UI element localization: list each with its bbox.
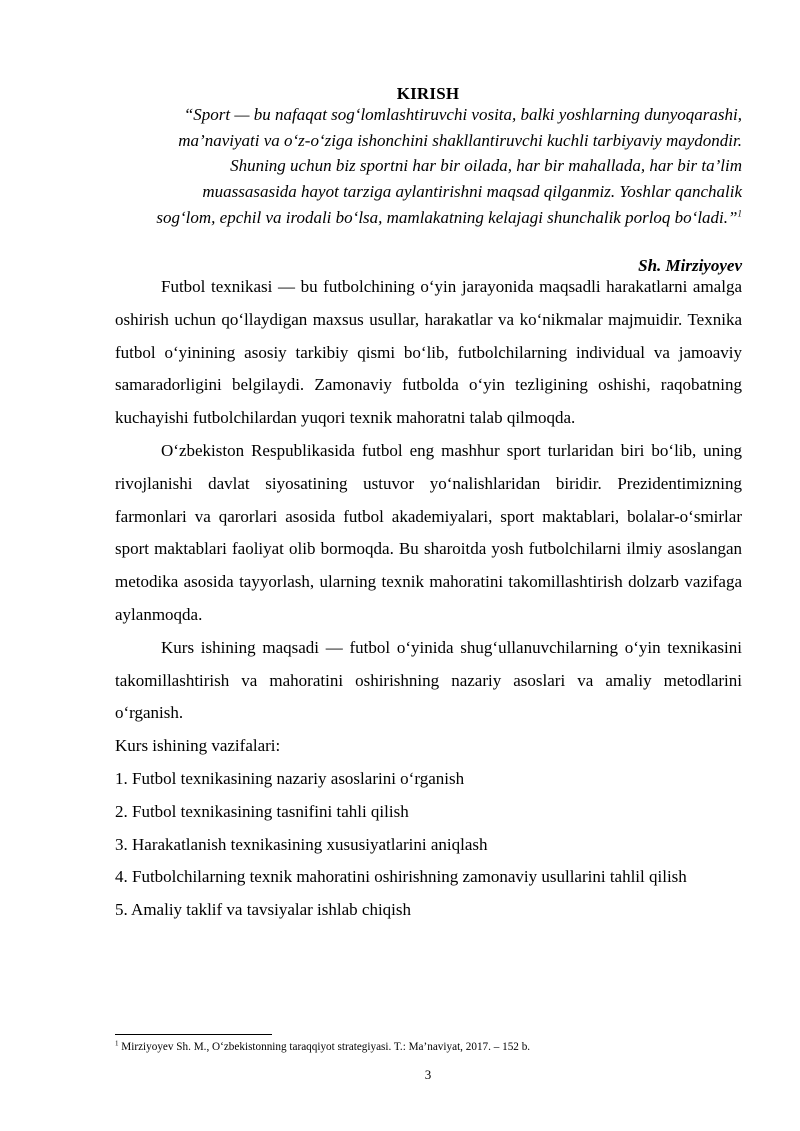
task-item: 3. Harakatlanish texnikasining xususiyatlarini aniqlash <box>115 834 488 854</box>
epigraph-footnote-mark: 1 <box>737 208 742 219</box>
paragraph: O‘zbekiston Respublikasida futbol eng mashhur sport turlaridan biri bo‘lib, uning rivojlanishi davlat siyosatining ustuvor yo‘nalishlaridan biridir. Prezidentimizning farmonlari va qarorlari asosida futbol akademiyalari, sport maktablari, bolalar-o‘smirlar sport maktablari faoliyat olib bormoqda. Bu sharoitda yosh futbolchilarni ilmiy asoslangan metodika asosida tayyorlash, ularning texnik mahoratini takomillashtirish dolzarb vazifaga aylanmoqda. <box>115 440 742 624</box>
task-item: 4. Futbolchilarning texnik mahoratini oshirishning zamonaviy usullarini tahlil qilish <box>115 867 687 887</box>
tasks-heading: Kurs ishining vazifalari: <box>115 736 281 756</box>
page-number: 3 <box>424 1067 432 1082</box>
body-text <box>115 271 742 927</box>
paragraph: Kurs ishining maqsadi — futbol o‘yinida shug‘ullanuvchilarning o‘yin texnikasini takomillashtirish va mahoratini oshirishning nazariy asoslari va amaliy metodlarini o‘rganish. <box>115 637 742 723</box>
footnote-text: Mirziyoyev Sh. M., O‘zbekistonning taraqqiyot strategiyasi. T.: Ma’naviyat, 2017. – 152 b. <box>118 1041 531 1053</box>
footnote-separator <box>115 1034 272 1035</box>
epigraph-author: Sh. Mirziyoyev <box>638 256 742 275</box>
paragraph: Futbol texnikasi — bu futbolchining o‘yin jarayonida maqsadli harakatlarni amalga oshirish uchun qo‘llaydigan maxsus usullar, harakatlar va ko‘nikmalar majmuidir. Texnika futbol o‘yinining asosiy tarkibiy qismi bo‘lib, futbolchilarning individual va jamoaviy samaradorligini belgilaydi. Zamonaviy futbolda o‘yin tezligining oshishi, raqobatning kuchayishi futbolchilardan yuqori texnik mahoratni talab qilmoqda. <box>115 277 742 428</box>
epigraph-text: “Sport — bu nafaqat sog‘lomlashtiruvchi vosita, balki yoshlarning dunyoqarashi, ma’naviyati va o‘z-o‘ziga ishonchini shakllantiruvchi kuchli tarbiyaviy maydondir. Shuning uchun biz sportni har bir oilada, har bir mahallada, har bir ta’lim muassasasida hayot tarziga aylantirishni maqsad qilganmiz. Yoshlar qanchalik sog‘lom, epchil va irodali bo‘lsa, mamlakatning kelajagi shunchalik porloq bo‘ladi.” <box>156 105 742 227</box>
page-heading: KIRISH <box>396 84 460 103</box>
footnote <box>115 1041 742 1053</box>
epigraph-quote <box>150 102 742 231</box>
task-item: 2. Futbol texnikasining tasnifini tahli qilish <box>115 801 409 821</box>
task-item: 5. Amaliy taklif va tavsiyalar ishlab chiqish <box>115 900 412 920</box>
task-item: 1. Futbol texnikasining nazariy asoslarini o‘rganish <box>115 768 465 788</box>
footnote-mark: 1 <box>115 1039 119 1048</box>
